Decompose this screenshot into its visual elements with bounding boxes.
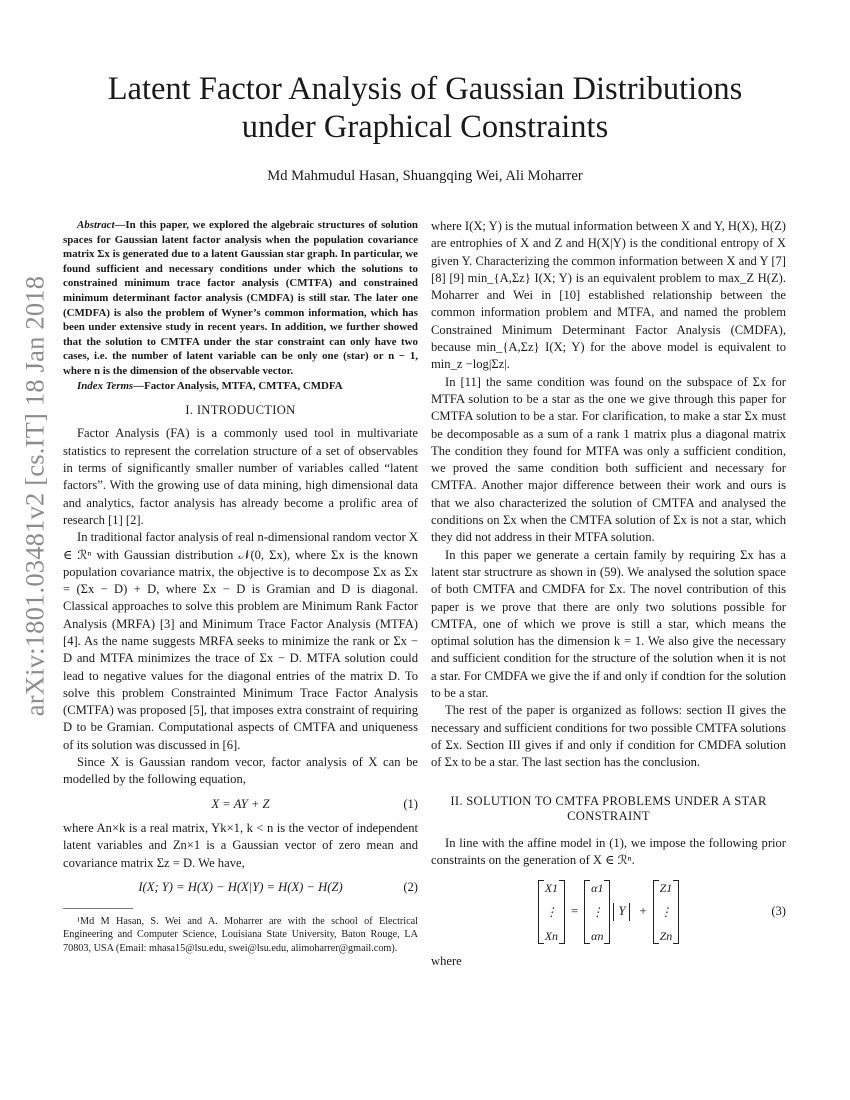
left-column <box>63 218 418 955</box>
equation-3: X1 ⋮ Xn = α1 ⋮ αn Y + Z1 ⋮ Zn (3) <box>431 877 786 947</box>
arxiv-stamp: arXiv:1801.03481v2 [cs.IT] 18 Jan 2018 <box>19 275 50 717</box>
equation-3-number: (3) <box>771 904 786 919</box>
index-terms: Index Terms—Factor Analysis, MTFA, CMTFA, CMDFA <box>77 379 343 392</box>
x-vector: X1 ⋮ Xn <box>538 880 565 944</box>
intro-paragraph-3: Since X is Gaussian random vecor, factor analysis of X can be modelled by the following equation, <box>63 755 418 787</box>
section2-paragraph: In line with the affine model in (1), we impose the following prior constraints on the generation of X ∈ ℛⁿ. <box>431 835 786 867</box>
where-label: where <box>431 954 462 969</box>
equation-1-number: (1) <box>403 796 418 811</box>
intro-paragraph-1: Factor Analysis (FA) is a commonly used tool in multivariate statistics to represent the correlation structure of a set of observables in terms of significantly smaller number of variables called “latent factors”. With the growing use of data mining, high dimensional data and analytics, factor analysis has already become a prolific area of research [1] [2]. <box>63 426 418 527</box>
paper-title: Latent Factor Analysis of Gaussian Distributions under Graphical Constraints <box>107 71 743 145</box>
equation-2-number: (2) <box>403 879 418 894</box>
abstract: Abstract—In this paper, we explored the algebraic structures of solution spaces for Gaussian latent factor analysis when the population covariance matrix Σx is generated due to a latent Gaussian star graph. In particular, we found sufficient and necessary conditions under which the solutions to constrained minimum trace factor analysis (CMTFA) and constrained minimum determinant factor analysis (CMDFA) is still star. The later one (CMDFA) is also the problem of Wyner’s common information, which has been under extensive study in recent years. In addition, we further showed that the solution to CMTFA under the star constraint can only have two cases, i.e. the number of latent variable can be only one (star) or n − 1, where n is the dimension of the observable vector. <box>63 219 418 377</box>
equation-2: I(X; Y) = H(X) − H(X|Y) = H(X) − H(Z) (2) <box>63 879 418 896</box>
section-heading-introduction: I. INTRODUCTION <box>185 403 296 418</box>
footnote-rule <box>63 908 133 909</box>
y-scalar: Y <box>613 903 630 920</box>
right-paragraph-3: In this paper we generate a certain family by requiring Σx has a latent star structrure as shown in (59). We analysed the solution space of both CMTFA and CMDFA for Σx. The novel contribution of this paper is we prove that there are only two solutions possible for CMTFA, one of which we prove is still a star, which means the optimal solution has the dimension k = 1. We also give the necessary and sufficient condition for the structure of the solution when it is not a star. For CMDFA we give the if and only if condtion for the solution to be a star. <box>431 547 786 701</box>
z-vector: Z1 ⋮ Zn <box>653 880 680 944</box>
equation-1: X = AY + Z (1) <box>63 796 418 813</box>
right-paragraph-2: In [11] the same condition was found on the subspace of Σx for MTFA solution to be a star as the one we give through this paper for CMTFA solution to be a star. For clarification, to make a star Σx must be decomposable as a sum of a rank 1 matrix plus a diagonal matrix The condition they found for MTFA was only a sufficient condition, we proved the same condition both sufficient and necessary for CMTFA. Another major difference between their work and ours is that we also characterized the solution of CMTFA and analysed the conditions on Σx when the CMTFA solution of Σx is not a star, which they did not address in their MTFA solution. <box>431 374 786 545</box>
right-column <box>431 218 786 970</box>
alpha-vector: α1 ⋮ αn <box>584 880 610 944</box>
intro-paragraph-2: In traditional factor analysis of real n-dimensional random vector X ∈ ℛⁿ with Gaussian distribution 𝒩(0, Σx), where Σx is the known population covariance matrix, the objective is to decompose Σx as Σx = (Σx − D) + D, where Σx − D is Gramian and D is diagonal. Classical approaches to solve this problem are Minimum Rank Factor Analysis (MRFA) [3] and Minimum Trace Factor Analysis (MTFA) [4]. As the name suggests MRFA seeks to minimize the rank or Σx − D and MTFA minimizes the trace of Σx − D. MTFA solution could lead to negative values for the diagonal entries of the matrix D. To solve this problem Constrainted Minimum Trace Factor Analysis (CMTFA) was proposed [5], that imposes extra constraint of requiring D to be Gramian. Computational aspects of CMTFA and uniqueness of its solution was discussed in [6]. <box>63 530 418 752</box>
authors: Md Mahmudul Hasan, Shuangqing Wei, Ali Moharrer <box>267 168 583 184</box>
section-heading-2: II. SOLUTION TO CMTFA PROBLEMS UNDER A STAR CONSTRAINT <box>450 793 767 823</box>
right-paragraph-4: The rest of the paper is organized as follows: section II gives the necessary and sufficient conditions for two possible CMTFA solutions of Σx. Section III gives if and only if condition for CMDFA solution of Σx to be a star. The last section has the conclusion. <box>431 703 786 770</box>
intro-paragraph-4: where An×k is a real matrix, Yk×1, k < n is the vector of independent latent variables and Zn×1 is a Gaussian vector of zero mean and covariance matrix Σz = D. We have, <box>63 820 418 870</box>
right-paragraph-1: where I(X; Y) is the mutual information between X and Y, H(X), H(Z) are entrophies of X and Z and H(X|Y) is the conditional entropy of X given Y. Characterizing the common information between X and Y [7] [8] [9] min_{A,Σz} I(X; Y) is an equivalent problem to max_Z H(Z). Moharrer and Wei in [10] established relationship between the common information problem and MTFA, and named the problem Constrained Minimum Determinant Factor Analysis (CMDFA), because min_{A,Σz} I(X; Y) for the above model is equivalent to min_z −log|Σz|. <box>431 219 786 372</box>
footnote: ¹Md M Hasan, S. Wei and A. Moharrer are with the school of Electrical Engineering and Computer Science, Louisiana State University, Baton Rouge, LA 70803, USA (Email: mhasa15@lsu.edu, swei@lsu.edu, alimoharrer@gmail.com). <box>63 916 418 954</box>
